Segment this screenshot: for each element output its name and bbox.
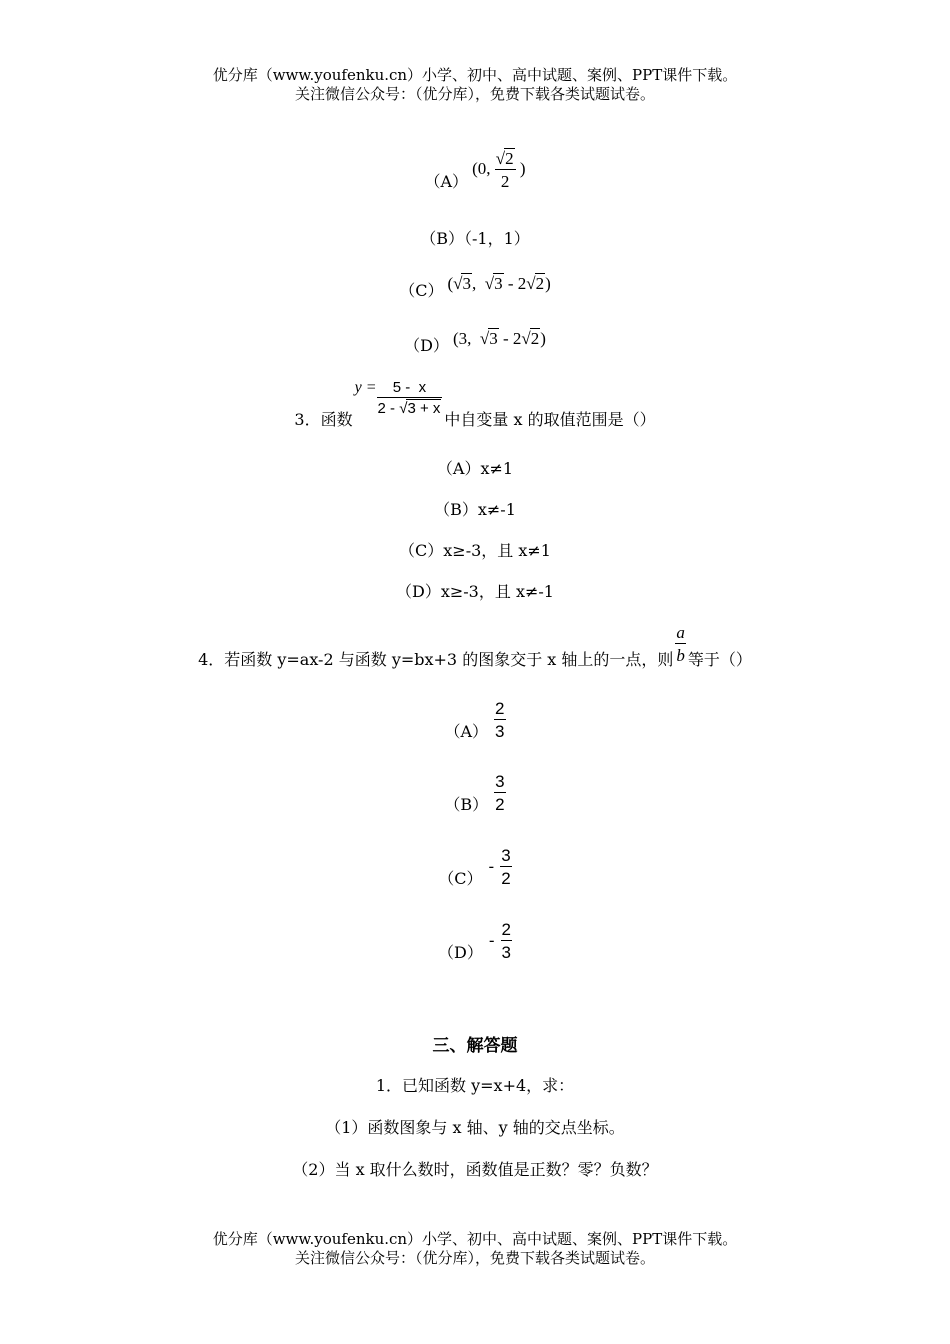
denominator: 2 [501,869,511,888]
s3-question-1: 1．已知函数 y=x+4，求： [375,1076,575,1095]
radicand: 2 [530,328,540,348]
minus-two: - 2 [498,328,522,348]
numerator: 2 [495,699,505,718]
q3-option-c: （C）x≥-3，且 x≠1 [399,541,551,560]
option-label: （C） [399,281,444,300]
math-close: ) [540,328,546,348]
sqrt: √3 [479,328,498,348]
radicand: 3 [462,273,471,293]
q3-suffix: 中自变量 x 的取值范围是（） [444,409,656,429]
q3-option-d: （D）x≥-3，且 x≠-1 [396,582,554,601]
option-fraction [494,700,505,740]
section-title: 三、解答题 [432,1036,518,1056]
denominator: 2 [495,795,505,814]
q4-option-a [0,700,950,740]
sqrt: √3 [453,273,471,293]
q2-option-a [0,150,950,190]
option-label: （D） [404,336,449,355]
footer-line-2: 关注微信公众号：（优分库），免费下载各类试题试卷。 [294,1249,655,1267]
q3-denominator [377,398,443,416]
denominator: 2 [500,172,510,191]
minus-sign: - [488,857,495,876]
numerator: 3 [501,846,511,865]
page-header [0,66,950,104]
math-open: ( [447,273,454,293]
option-a-math [472,150,525,190]
q4-option-b [0,773,950,813]
q4-suffix: 等于（） [687,649,752,669]
option-label: （A） [444,721,489,741]
numerator: 3 [495,772,505,791]
sqrt: √2 [521,328,540,348]
q3-option-a: （A）x≠1 [436,459,514,478]
sqrt: √3 [484,273,503,293]
option-label: （D） [438,942,483,962]
question-4 [0,623,950,669]
option-b-text: （-1，1） [463,229,530,248]
radicand: 3 [489,328,498,348]
sqrt: √2 [526,273,545,293]
comma: , [471,273,477,293]
numerator: 2 [501,920,511,939]
q4-denominator: b [676,646,685,665]
q3-formula [355,380,443,416]
sqrt: √3 + x [399,400,441,417]
radicand: 2 [505,149,514,168]
s3-question-1-part-1: （1）函数图象与 x 轴、y 轴的交点坐标。 [325,1118,625,1137]
option-fraction [501,921,512,961]
q2-option-b [0,226,950,249]
page-footer [0,1230,950,1268]
denominator: 3 [495,722,505,741]
math-close: ) [519,158,526,178]
q3-y-eq: y = [354,378,377,396]
option-fraction [500,847,511,887]
q3-prefix: 3．函数 [294,409,353,429]
math-open: (3, [452,328,472,348]
q4-option-d [0,921,950,961]
option-label: （C） [438,868,483,888]
fraction [495,150,516,190]
q4-prefix: 4．若函数 y=ax-2 与函数 y=bx+3 的图象交于 x 轴上的一点，则 [198,649,674,669]
minus-sign: - [488,931,495,950]
header-line-2: 关注微信公众号：（优分库），免费下载各类试题试卷。 [294,85,655,103]
header-line-1: 优分库（www.youfenku.cn）小学、初中、高中试题、案例、PPT课件下载。 [212,66,738,84]
q3-option-b: （B）x≠-1 [434,500,516,519]
den-prefix: 2 - [377,400,400,417]
option-fraction [494,773,505,813]
q2-option-d [0,327,950,355]
q4-fraction [675,624,686,664]
option-c-math [447,274,550,294]
q3-fraction [377,380,443,416]
denominator: 3 [501,943,511,962]
option-label: （B） [420,229,464,248]
minus-two: - 2 [503,273,527,293]
math-close: ) [545,273,551,293]
math-open: (0, [472,158,491,178]
s3-question-1-part-2: （2）当 x 取什么数时，函数值是正数？零？负数？ [292,1160,658,1179]
footer-line-1: 优分库（www.youfenku.cn）小学、初中、高中试题、案例、PPT课件下载。 [212,1230,738,1248]
radicand: 3 [494,273,503,293]
q4-option-c [0,847,950,887]
q3-numerator: 5 - x [392,379,427,396]
q2-option-c [0,272,950,300]
option-label: （A） [424,171,469,191]
q4-numerator: a [676,623,685,642]
sqrt: √2 [495,149,514,168]
radicand: 2 [535,273,545,293]
option-d-math [453,329,546,349]
radicand: 3 + x [407,400,441,417]
question-3 [0,378,950,429]
option-label: （B） [444,794,489,814]
